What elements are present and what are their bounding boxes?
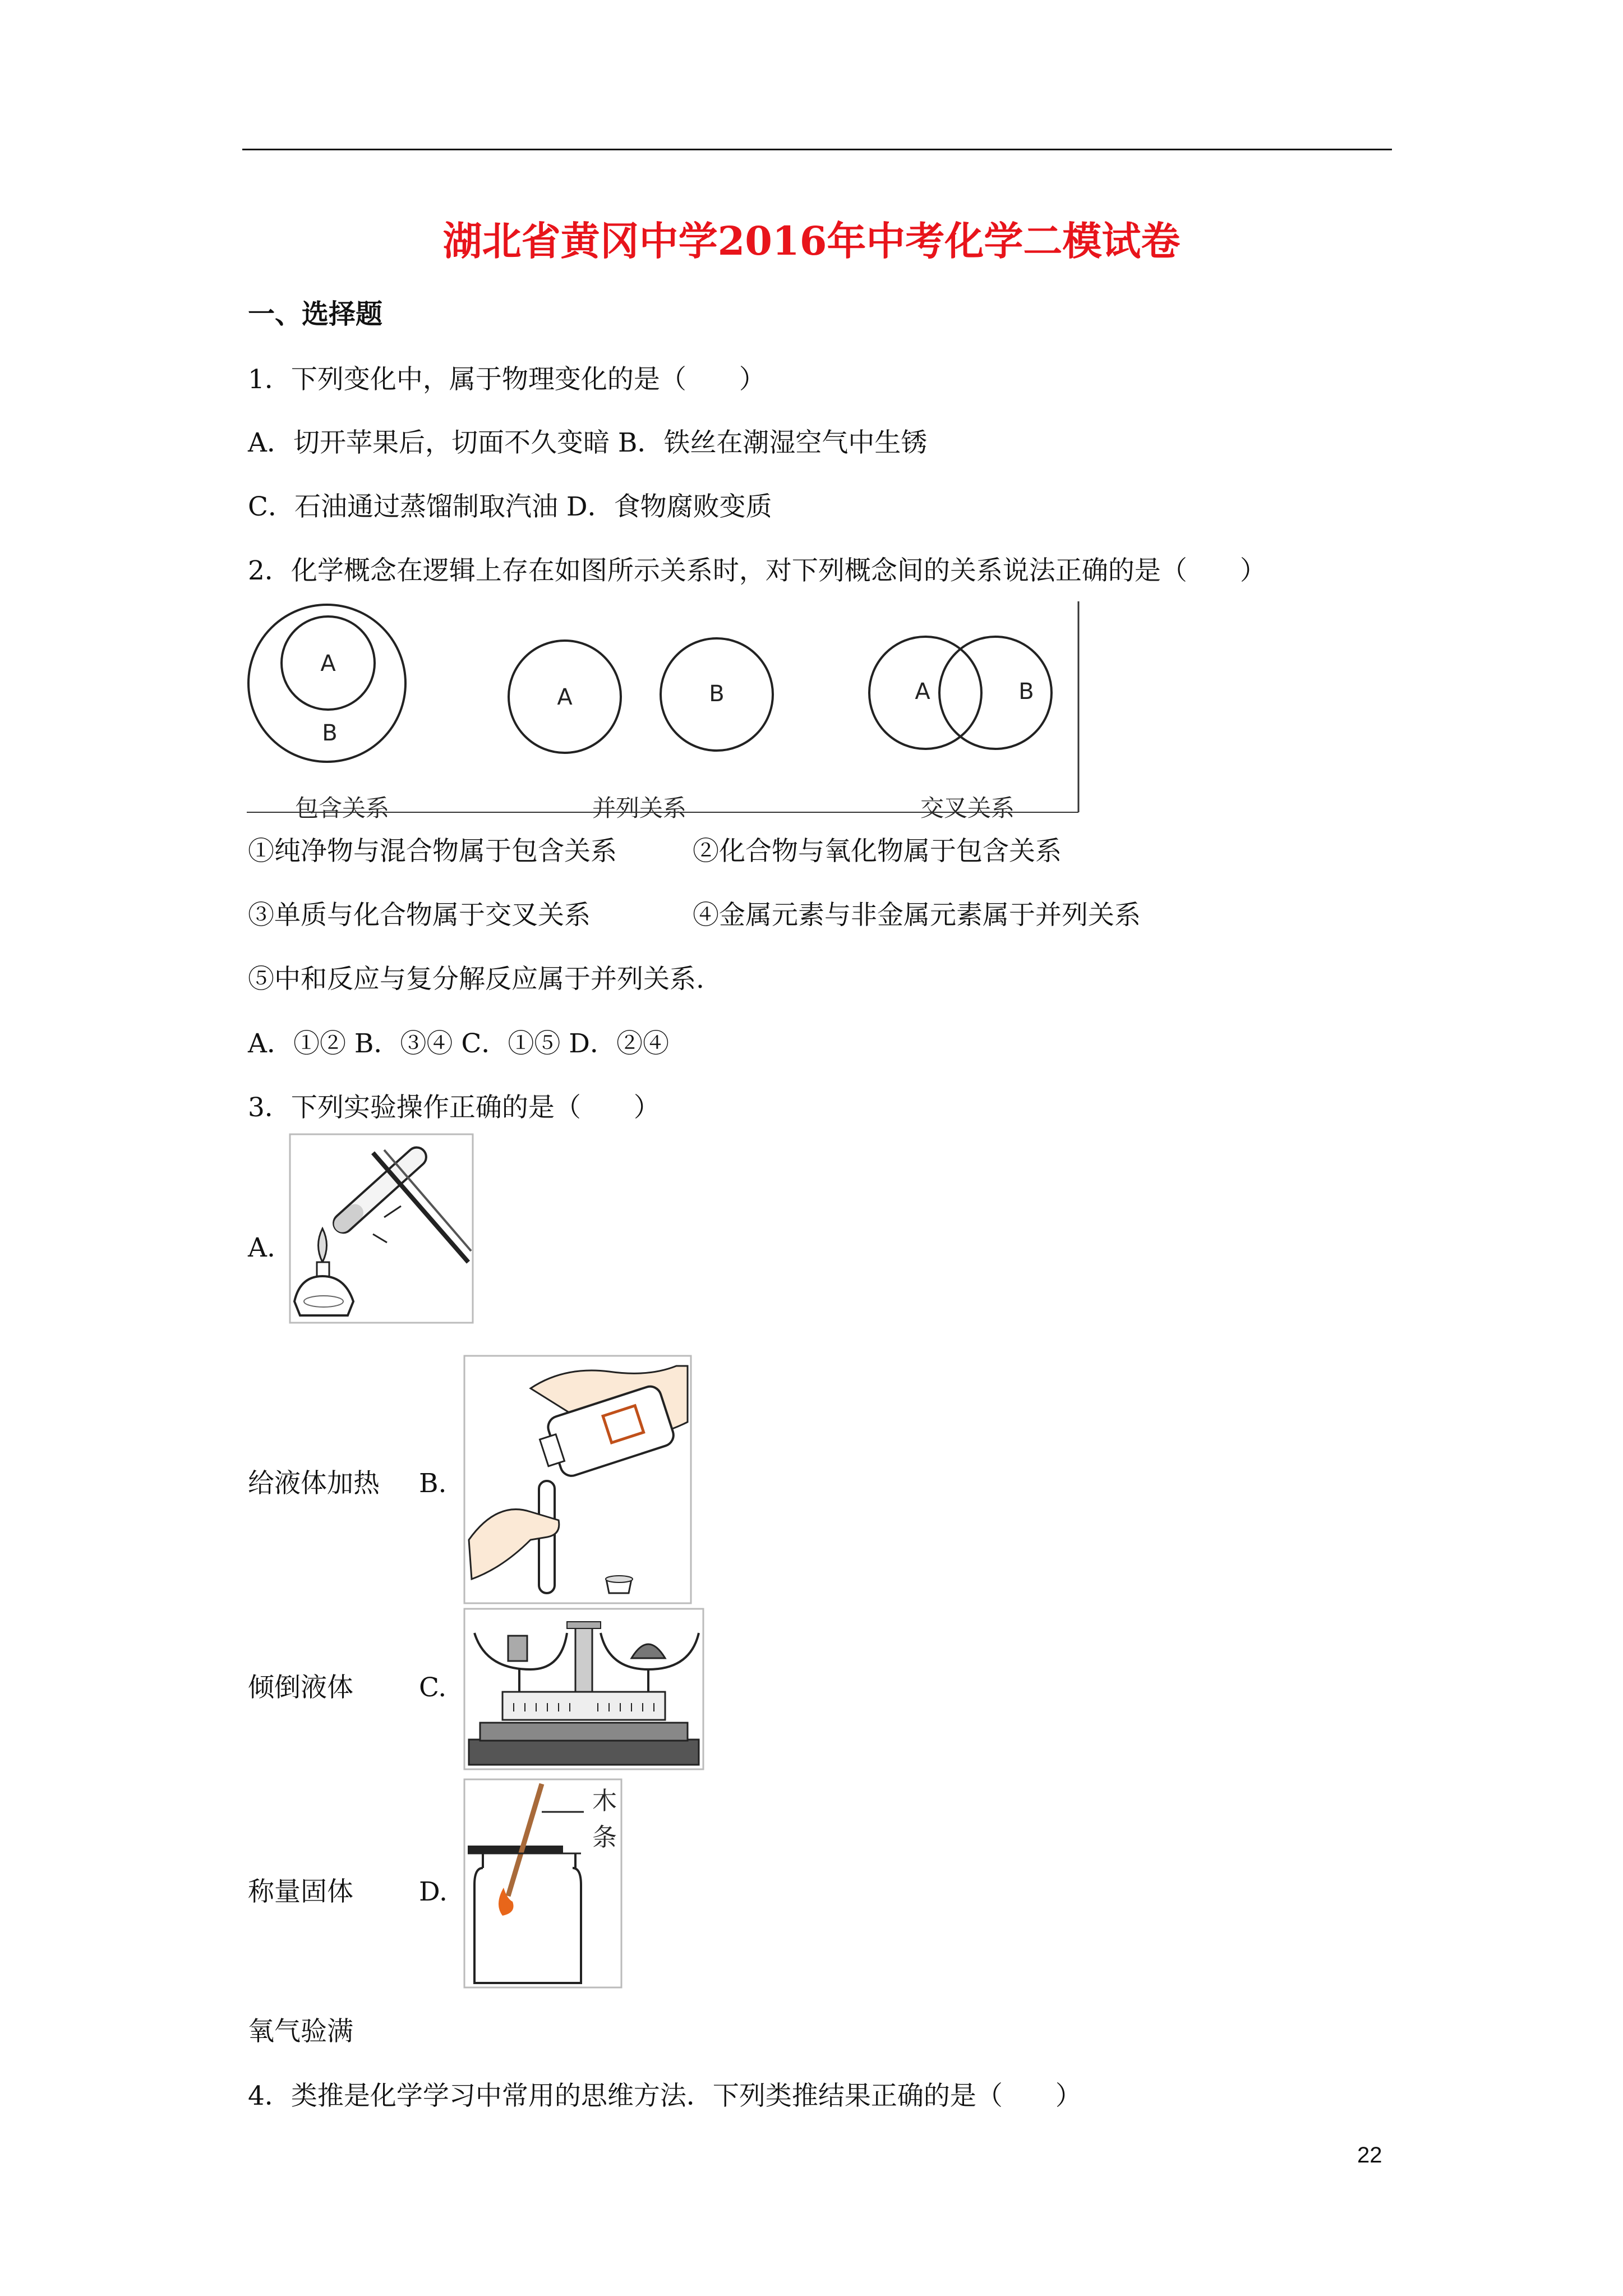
relation-diagram: [247, 600, 1088, 825]
parallel-label-b: B: [709, 681, 725, 707]
q2-stmt-4: ④金属元素与非金属元素属于并列关系: [693, 900, 1141, 931]
caption-parallel: 并列关系: [592, 794, 687, 822]
contain-label-b: B: [322, 720, 338, 746]
cross-label-a: A: [915, 679, 930, 705]
q2-stmt-5: ⑤中和反应与复分解反应属于并列关系.: [248, 964, 704, 995]
q3-label-d: D.: [419, 1876, 448, 1907]
q3-caption-b: 倾倒液体: [248, 1672, 353, 1703]
q1-options-ab: A．切开苹果后，切面不久变暗 B．铁丝在潮湿空气中生锈: [248, 427, 928, 458]
parallel-label-a: A: [557, 684, 573, 710]
q4-stem: 4．类推是化学学习中常用的思维方法．下列类推结果正确的是（ ）: [248, 2081, 1082, 2111]
q3-stem: 3．下列实验操作正确的是（ ）: [248, 1092, 660, 1123]
q2-stem: 2．化学概念在逻辑上存在如图所示关系时，对下列概念间的关系说法正确的是（ ）: [248, 555, 1266, 586]
caption-contain: 包含关系: [294, 794, 390, 822]
contain-label-a: A: [320, 651, 336, 677]
q3-label-b: B.: [419, 1468, 447, 1499]
balance-illustration: [463, 1608, 704, 1770]
parallel-figure: [509, 638, 773, 822]
q3-caption-d: 氧气验满: [248, 2016, 353, 2047]
q2-options: A．①② B．③④ C．①⑤ D．②④: [248, 1028, 669, 1059]
q3-caption-a: 给液体加热: [248, 1468, 380, 1499]
q1-stem: 1．下列变化中，属于物理变化的是（ ）: [248, 364, 766, 395]
oxygen-test-illustration: [463, 1778, 623, 1989]
page-title: 湖北省黄冈中学2016年中考化学二模试卷: [442, 218, 1181, 264]
cross-label-b: B: [1018, 679, 1034, 705]
q2-stmt-1: ①纯净物与混合物属于包含关系: [248, 836, 617, 867]
contain-figure: [248, 605, 405, 822]
q1-options-cd: C．石油通过蒸馏制取汽油 D．食物腐败变质: [248, 491, 772, 522]
pouring-liquid-illustration: [463, 1355, 692, 1604]
stick-label-2: 条: [592, 1823, 617, 1852]
stick-label-1: 木: [592, 1787, 617, 1815]
q3-label-a: A.: [248, 1232, 275, 1263]
section-title: 一、选择题: [248, 298, 383, 330]
q2-stmt-3: ③单质与化合物属于交叉关系: [248, 900, 591, 931]
cross-figure: [869, 637, 1052, 822]
header-rule: [242, 149, 1392, 150]
q2-stmt-2: ②化合物与氧化物属于包含关系: [693, 836, 1062, 867]
q3-label-c: C.: [419, 1672, 447, 1703]
heating-liquid-illustration: [289, 1133, 474, 1324]
q3-caption-c: 称量固体: [248, 1876, 353, 1907]
caption-cross: 交叉关系: [920, 794, 1015, 822]
page-number: 22: [1357, 2143, 1382, 2168]
